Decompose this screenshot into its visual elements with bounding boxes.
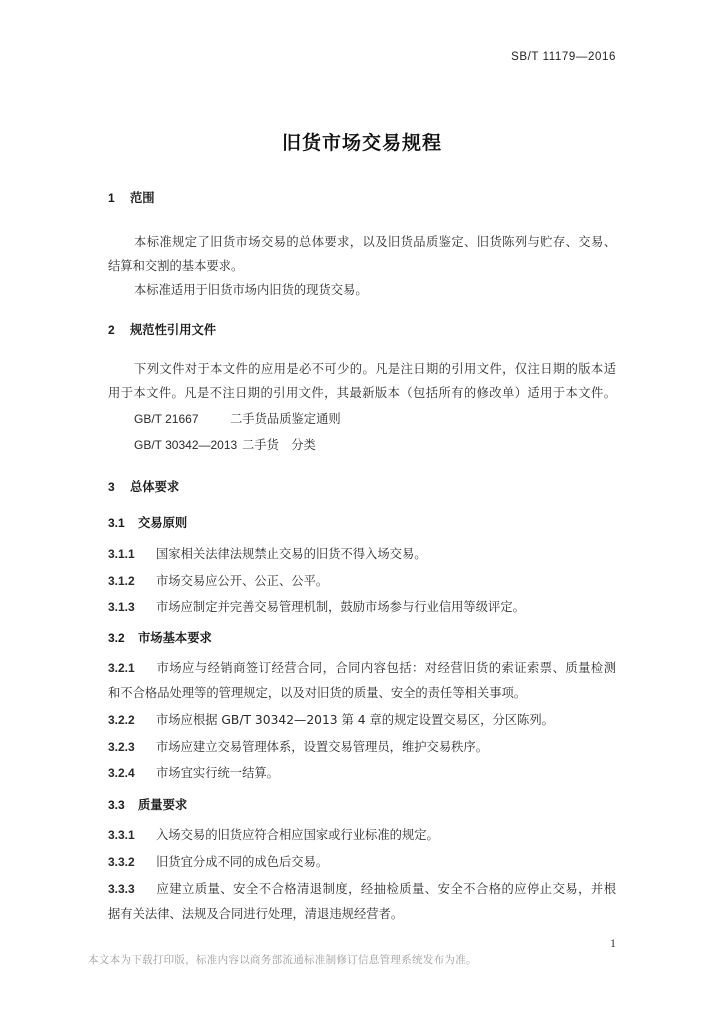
subsection-title: 市场基本要求	[138, 631, 212, 645]
reference-item	[108, 410, 616, 428]
clause-text: 市场应与经销商签订经营合同，合同内容包括：对经营旧货的索证索票、质量检测	[156, 661, 616, 675]
download-notice: 本文本为下载打印版，标准内容以商务部流通标准制修订信息管理系统发布为准。	[88, 954, 477, 966]
section-number: 2	[108, 323, 115, 337]
clause-text: 旧货宜分成不同的成色后交易。	[156, 855, 329, 869]
clause-text: 市场应制定并完善交易管理机制，鼓励市场参与行业信用等级评定。	[156, 600, 525, 614]
section-1-heading	[108, 189, 616, 207]
clause-text: 入场交易的旧货应符合相应国家或行业标准的规定。	[156, 828, 439, 842]
clause-number: 3.2.1	[108, 661, 135, 675]
clause-text: 市场应根据 GB/T 30342—2013 第 4 章的规定设置交易区，分区陈列。	[156, 713, 554, 727]
clause-3-2-1	[108, 659, 616, 677]
clause-3-3-3	[108, 880, 616, 898]
reference-code: GB/T 30342—2013	[134, 438, 238, 452]
clause-3-1-3	[108, 598, 616, 616]
page-number: 1	[610, 936, 616, 950]
subsection-3-3-heading	[108, 796, 616, 814]
paragraph-line: 下列文件对于本文件的应用是必不可少的。凡是注日期的引用文件，仅注日期的版本适	[134, 362, 616, 376]
subsection-3-2-heading	[108, 629, 616, 647]
document-title: 旧货市场交易规程	[281, 132, 442, 154]
section-number: 1	[108, 191, 115, 205]
clause-text: 市场宜实行统一结算。	[156, 766, 279, 780]
clause-number: 3.2.4	[108, 766, 135, 780]
clause-text-continued: 据有关法律、法规及合同进行处理，清退违规经营者。	[108, 907, 404, 921]
clause-3-2-4	[108, 764, 616, 782]
standard-code: SB/T 11179—2016	[511, 51, 616, 63]
clause-number: 3.3.3	[108, 882, 135, 896]
section-2-heading	[108, 321, 616, 339]
clause-text: 市场应建立交易管理体系，设置交易管理员，维护交易秩序。	[156, 740, 489, 754]
clause-text: 市场交易应公开、公正、公平。	[156, 574, 329, 588]
paragraph-line: 本标准规定了旧货市场交易的总体要求，以及旧货品质鉴定、旧货陈列与贮存、交易、	[134, 235, 616, 249]
section-title: 总体要求	[130, 480, 180, 494]
reference-title: 二手货 分类	[242, 438, 316, 452]
subsection-title: 交易原则	[138, 516, 188, 530]
clause-3-2-3	[108, 738, 616, 756]
clause-text: 应建立质量、安全不合格清退制度，经抽检质量、安全不合格的应停止交易，并根	[156, 882, 616, 896]
section-title: 范围	[130, 191, 155, 205]
subsection-number: 3.2	[108, 631, 125, 645]
clause-number: 3.2.3	[108, 740, 135, 754]
section-title: 规范性引用文件	[130, 323, 217, 337]
clause-3-1-2	[108, 572, 616, 590]
subsection-3-1-heading	[108, 514, 616, 532]
clause-3-2-2	[108, 711, 616, 729]
clause-number: 3.1.3	[108, 600, 135, 614]
reference-item	[108, 436, 616, 454]
section-3-heading	[108, 478, 616, 496]
clause-number: 3.1.1	[108, 547, 135, 561]
subsection-number: 3.1	[108, 516, 125, 530]
paragraph-line: 用于本文件。凡是不注日期的引用文件，其最新版本（包括所有的修改单）适用于本文件。	[108, 386, 616, 400]
reference-title: 二手货品质鉴定通则	[230, 412, 341, 426]
clause-number: 3.2.2	[108, 713, 135, 727]
subsection-number: 3.3	[108, 798, 125, 812]
section-number: 3	[108, 480, 115, 494]
clause-text-continued: 和不合格品处理等的管理规定，以及对旧货的质量、安全的责任等相关事项。	[108, 686, 527, 700]
clause-3-3-1	[108, 826, 616, 844]
reference-code: GB/T 21667	[134, 412, 199, 426]
paragraph-line: 结算和交割的基本要求。	[108, 259, 244, 273]
clause-text: 国家相关法律法规禁止交易的旧货不得入场交易。	[156, 547, 427, 561]
subsection-title: 质量要求	[138, 798, 188, 812]
clause-3-3-2	[108, 853, 616, 871]
clause-3-1-1	[108, 545, 616, 563]
clause-number: 3.3.1	[108, 828, 135, 842]
clause-number: 3.1.2	[108, 574, 135, 588]
paragraph-line: 本标准适用于旧货市场内旧货的现货交易。	[134, 283, 368, 297]
clause-number: 3.3.2	[108, 855, 135, 869]
